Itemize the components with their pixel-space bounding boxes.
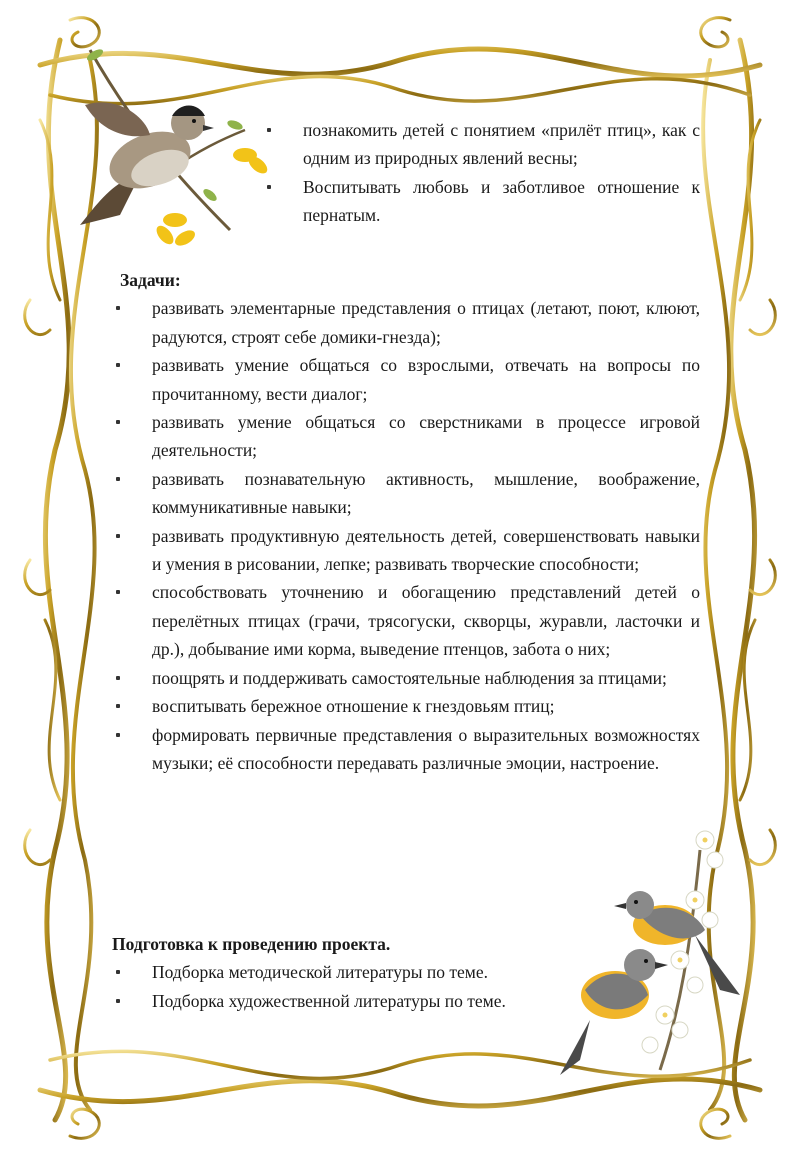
tasks-heading: Задачи:: [120, 270, 181, 290]
tasks-section: [120, 266, 700, 777]
preparation-section: [112, 930, 652, 1015]
goal-item: познакомить детей с понятием «прилёт птиц», как с одним из природных явлений весны;: [303, 116, 700, 173]
task-item: развивать продуктивную деятельность детей, совершенствовать навыки и умения в рисовании, лепке; развивать творческие способности;: [152, 522, 700, 579]
task-item: развивать элементарные представления о птицах (летают, поют, клюют, радуются, строят себе домики-гнезда);: [152, 294, 700, 351]
preparation-heading: Подготовка к проведению проекта.: [112, 934, 391, 954]
task-item: развивать познавательную активность, мышление, воображение, коммуникативные навыки;: [152, 465, 700, 522]
task-item: воспитывать бережное отношение к гнездовьям птиц;: [152, 692, 700, 720]
sparrow-illustration: [80, 47, 270, 249]
goal-item: Воспитывать любовь и заботливое отношение к пернатым.: [303, 173, 700, 230]
task-item: развивать умение общаться со взрослыми, отвечать на вопросы по прочитанному, вести диалог;: [152, 351, 700, 408]
preparation-item: Подборка методической литературы по теме.: [152, 958, 652, 986]
task-item: формировать первичные представления о выразительных возможностях музыки; её способности передавать различные эмоции, настроение.: [152, 721, 700, 778]
goals-section: [303, 116, 700, 230]
preparation-item: Подборка художественной литературы по теме.: [152, 987, 652, 1015]
task-item: поощрять и поддерживать самостоятельные наблюдения за птицами;: [152, 664, 700, 692]
task-item: развивать умение общаться со сверстниками в процессе игровой деятельности;: [152, 408, 700, 465]
task-item: способствовать уточнению и обогащению представлений детей о перелётных птицах (грачи, трясогуски, скворцы, журавли, ласточки и др.), добывание ими корма, выведение птенцов, забота о них;: [152, 578, 700, 663]
